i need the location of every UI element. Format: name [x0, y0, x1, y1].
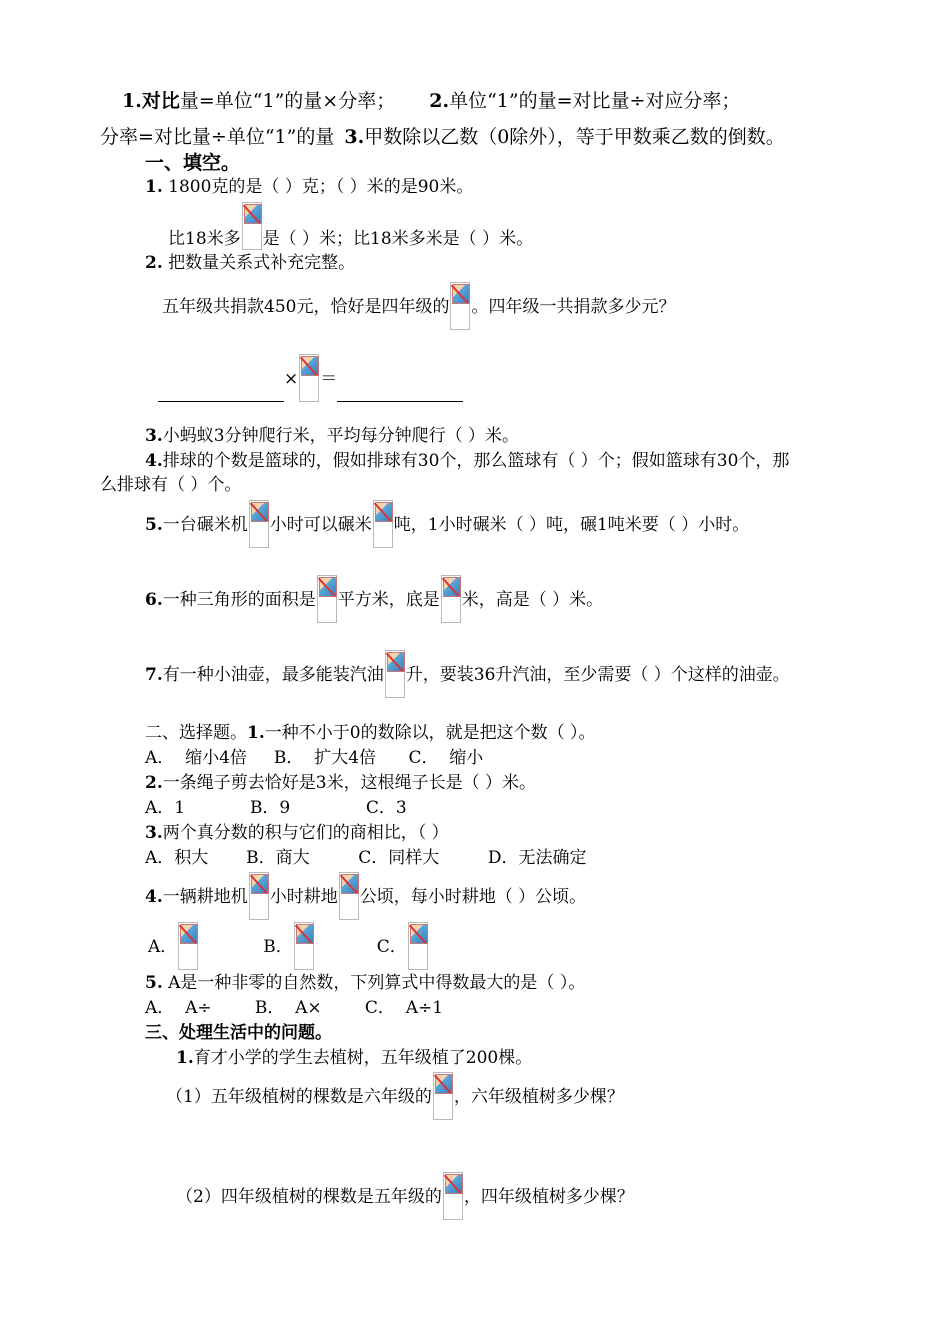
s1-q1-number: 1.	[145, 177, 163, 197]
section-2-title: 二、选择题。	[145, 723, 247, 743]
s1-question-6	[145, 575, 603, 623]
fraction-image-icon	[373, 500, 393, 548]
formula-3-text: 甲数除以乙数（0除外），等于甲数乘乙数的倒数。	[364, 126, 785, 148]
s1-q2-sentence-b: 。四年级一共捐款多少元？	[471, 297, 676, 317]
s2-question-4	[145, 872, 586, 920]
s1-q2-number: 2.	[145, 253, 163, 273]
s1-q7-text-a: 有一种小油壶，最多能装汽油	[162, 665, 384, 685]
s3-subquestion-2	[176, 1172, 634, 1220]
fraction-image-icon	[408, 922, 428, 970]
s2-question-1	[145, 722, 595, 744]
s2-q4-option-a[interactable]: A．	[148, 937, 178, 957]
s1-q6-text-a: 一种三角形的面积是	[162, 590, 316, 610]
s1-q1b-text-a: 比18米多	[168, 229, 241, 249]
formula-1-text: 量=单位“1”的量×分率；	[179, 90, 396, 112]
s3-sub2-text-a: （2）四年级植树的棵数是五年级的	[176, 1187, 442, 1207]
s1-q7-text-b: 升，要装36升汽油，至少需要（ ）个这样的油壶。	[405, 665, 790, 685]
formula-3-number: 3.	[344, 126, 365, 148]
formula-2b-text: 分率=对比量÷单位“1”的量	[100, 126, 335, 148]
section-3-title: 三、处理生活中的问题。	[145, 1023, 332, 1043]
s1-q2-sentence-a: 五年级共捐款450元，恰好是四年级的	[162, 297, 450, 317]
s2-q5-text: A是一种非零的自然数，下列算式中得数最大的是（ ）。	[168, 973, 586, 993]
answer-blank-1[interactable]	[158, 383, 284, 402]
s1-q3-text: 小蚂蚁3分钟爬行米，平均每分钟爬行（ ）米。	[162, 426, 519, 446]
s2-q2-text: 一条绳子剪去恰好是3米，这根绳子长是（ ）米。	[162, 773, 536, 793]
s1-q5-text-b: 小时可以碾米	[269, 515, 372, 535]
s3-sub2-text-b: ，四年级植树多少棵？	[463, 1187, 634, 1207]
s1-q2-text: 把数量关系式补充完整。	[168, 253, 356, 273]
s3-question-1	[176, 1047, 532, 1069]
fraction-image-icon	[339, 872, 359, 920]
s1-q5-text-c: 吨，1小时碾米（ ）吨，碾1吨米要（ ）小时。	[393, 515, 750, 535]
s2-q4-number: 4.	[145, 887, 163, 907]
s1-q6-text-c: 米，高是（ ）米。	[461, 590, 604, 610]
s2-q2-number: 2.	[145, 773, 163, 793]
s2-q4-options	[148, 922, 429, 970]
fraction-image-icon	[443, 1172, 463, 1220]
fraction-image-icon	[299, 354, 319, 402]
s1-q6-number: 6.	[145, 590, 163, 610]
fraction-image-icon	[242, 202, 262, 250]
s2-q3-number: 3.	[145, 823, 163, 843]
s2-q3-options[interactable]: A．积大 B．商大 C．同样大 D．无法确定	[145, 848, 587, 868]
s1-q5-text-a: 一台碾米机	[162, 515, 248, 535]
s3-q1-text: 育才小学的学生去植树，五年级植了200棵。	[193, 1048, 533, 1068]
s3-q1-number: 1.	[176, 1048, 194, 1068]
fraction-image-icon	[441, 575, 461, 623]
fraction-image-icon	[433, 1072, 453, 1120]
s2-question-5	[145, 972, 585, 994]
s3-sub1-text-b: ，六年级植树多少棵？	[453, 1087, 624, 1107]
s2-q4-text-a: 一辆耕地机	[162, 887, 248, 907]
fraction-image-icon	[178, 922, 198, 970]
s1-question-1b	[168, 202, 533, 250]
s1-question-2	[145, 252, 355, 274]
s3-subquestion-1	[166, 1072, 624, 1120]
s2-q4-option-b[interactable]: B．	[263, 937, 293, 957]
formula-line-1	[122, 90, 740, 112]
s1-q2-sentence	[162, 282, 675, 330]
s1-q3-number: 3.	[145, 426, 163, 446]
s1-q4-text-1: 排球的个数是篮球的，假如排球有30个，那么篮球有（ ）个；假如篮球有30个，那	[162, 451, 790, 471]
s1-q5-number: 5.	[145, 515, 163, 535]
formula-1-bold-word: 对比	[141, 90, 180, 112]
s1-q2-relation	[158, 354, 463, 402]
s1-question-5	[145, 500, 749, 548]
s2-q4-text-c: 公顷，每小时耕地（ ）公顷。	[359, 887, 587, 907]
s1-question-4-cont: 么排球有（ ）个。	[100, 475, 242, 495]
s2-q2-options[interactable]: A．1 B．9 C．3	[145, 798, 407, 818]
formula-2-number: 2.	[429, 90, 450, 112]
s1-question-7	[145, 650, 790, 698]
s2-question-3	[145, 822, 449, 844]
s1-q7-number: 7.	[145, 665, 163, 685]
times-sign: ×	[284, 369, 299, 389]
formula-1-number: 1.	[122, 90, 142, 112]
fraction-image-icon	[249, 872, 269, 920]
answer-blank-2[interactable]	[337, 383, 463, 402]
fraction-image-icon	[385, 650, 405, 698]
s2-q5-options[interactable]: A． A÷ B． A× C． A÷1	[145, 998, 444, 1018]
section-1-title: 一、填空。	[145, 152, 241, 174]
s2-q3-text: 两个真分数的积与它们的商相比，（ ）	[162, 823, 449, 843]
formula-2-text: 单位“1”的量=对比量÷对应分率；	[449, 90, 741, 112]
s2-q1-options[interactable]: A． 缩小4倍 B． 扩大4倍 C． 缩小	[145, 748, 484, 768]
s1-q1-text: 1800克的是（ ）克；（ ）米的是90米。	[168, 177, 474, 197]
s1-question-1a	[145, 176, 473, 198]
fraction-image-icon	[294, 922, 314, 970]
s2-q1-number: 1.	[247, 723, 265, 743]
s2-q5-number: 5.	[145, 973, 163, 993]
s1-q6-text-b: 平方米，底是	[337, 590, 440, 610]
formula-line-2	[100, 126, 785, 148]
s1-question-4	[145, 450, 789, 472]
equals-sign: ＝	[320, 369, 338, 389]
s1-q1b-text-b: 是（ ）米；比18米多米是（ ）米。	[262, 229, 534, 249]
s1-q4-number: 4.	[145, 451, 163, 471]
fraction-image-icon	[317, 575, 337, 623]
s2-q1-text: 一种不小于0的数除以，就是把这个数（ ）。	[264, 723, 596, 743]
s3-sub1-text-a: （1）五年级植树的棵数是六年级的	[166, 1087, 432, 1107]
s2-question-2	[145, 772, 536, 794]
fraction-image-icon	[249, 500, 269, 548]
s1-question-3	[145, 425, 519, 447]
s2-q4-option-c[interactable]: C．	[376, 937, 407, 957]
s2-q4-text-b: 小时耕地	[269, 887, 338, 907]
fraction-image-icon	[450, 282, 470, 330]
